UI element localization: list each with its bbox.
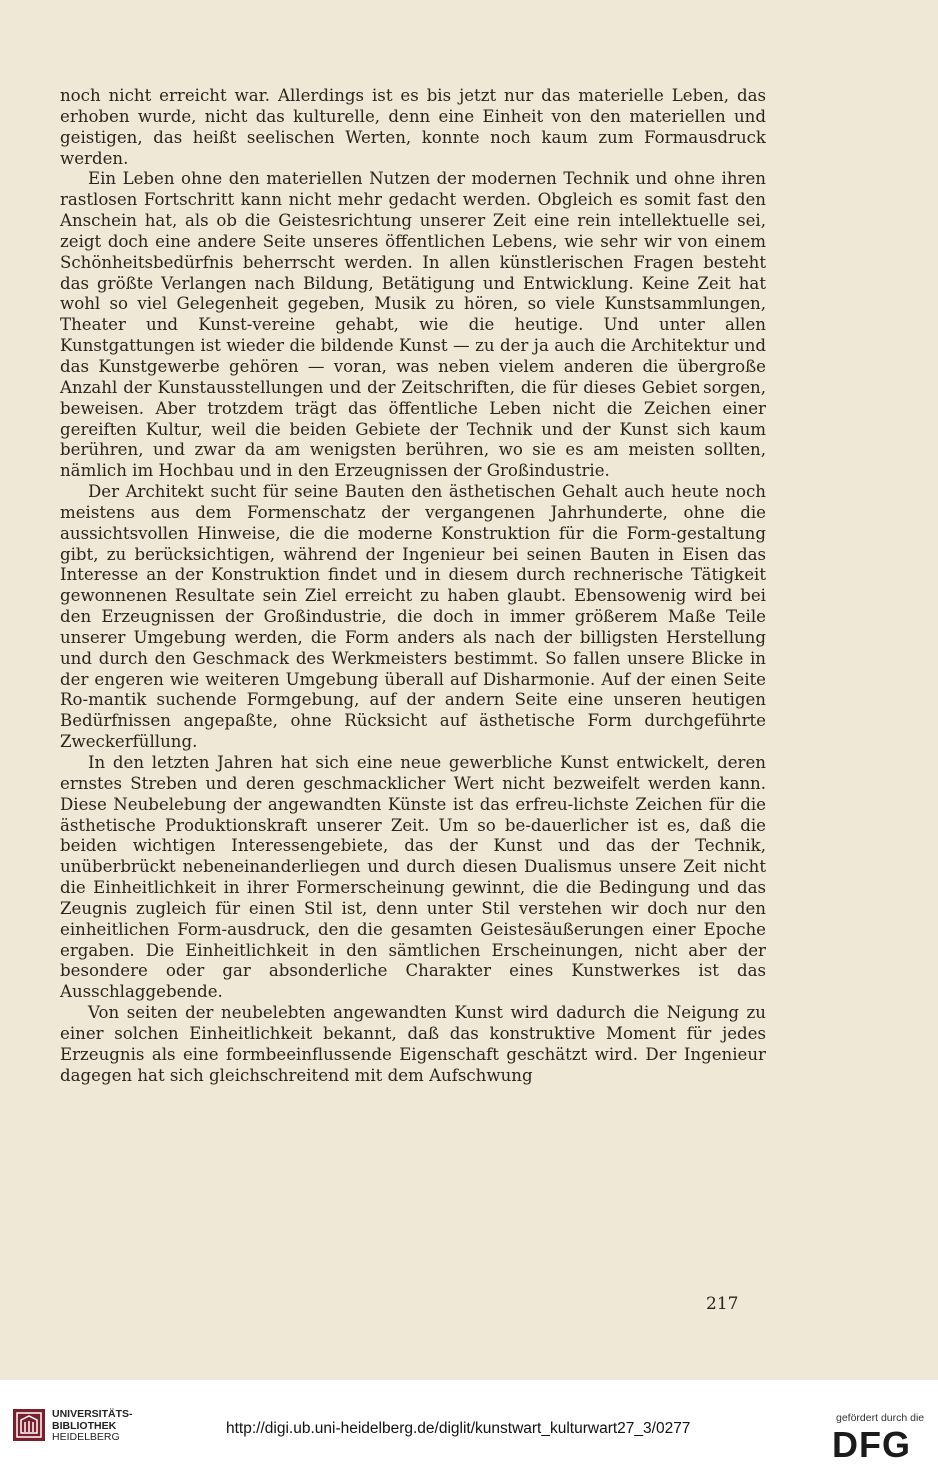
paragraph-2: Ein Leben ohne den materiellen Nutzen der modernen Technik und ohne ihren rastlosen Fortschritt kann nicht mehr gedacht werden. Obgleich es somit fast den Anschein hat, als ob die Geistesrichtung unserer Zeit eine rein intellektuelle sei, zeigt doch eine andere Seite unseres öffentlichen Lebens, wie sehr wir von einem Schönheitsbedürfnis beherrscht werden. In allen künstlerischen Fragen besteht das größte Verlangen nach Bildung, Betätigung und Entwicklung. Keine Zeit hat wohl so viel Gelegenheit gegeben, Musik zu hören, so viele Kunstsammlungen, Theater und Kunst-vereine gehabt, wie die heutige. Und unter allen Kunstgattungen ist wieder die bildende Kunst — zu der ja auch die Architektur und das Kunstgewerbe gehören — voran, was neben vielem anderen die übergroße Anzahl der Kunstausstellungen und der Zeitschriften, die für dieses Gebiet sorgen, beweisen. Aber trotzdem trägt das öffentliche Leben nicht die Zeichen einer gereiften Kultur, weil die beiden Gebiete der Technik und der Kunst sich kaum berühren, und zwar da am wenigsten berühren, wo sie es am meisten sollten, nämlich im Hochbau und in den Erzeugnissen der Großindustrie.: [60, 169, 766, 481]
institution-line-3: HEIDELBERG: [52, 1431, 120, 1443]
institution-line-1: UNIVERSITÄTS-: [52, 1408, 133, 1420]
page-body-text: [60, 86, 766, 1087]
sponsor-caption: gefördert durch die: [836, 1412, 925, 1424]
institution-name: [52, 1409, 133, 1444]
page-number: 217: [706, 1294, 739, 1314]
institution-line-2: BIBLIOTHEK: [52, 1419, 117, 1432]
paragraph-5: Von seiten der neubelebten angewandten Kunst wird dadurch die Neigung zu einer solchen Einheitlichkeit bekannt, daß das konstruktive Moment für jedes Erzeugnis als eine formbeeinflussende Eigenschaft geschätzt wird. Der Ingenieur dagegen hat sich gleichschreitend mit dem Aufschwung: [60, 1003, 766, 1085]
dfg-logo: DFG: [832, 1424, 911, 1465]
paragraph-4: In den letzten Jahren hat sich eine neue gewerbliche Kunst entwickelt, deren ernstes Streben und deren geschmacklicher Wert nicht bezweifelt werden kann. Diese Neubelebung der angewandten Künste ist das erfreu-lichste Zeichen für die ästhetische Produktionskraft unserer Zeit. Um so be-dauerlicher ist es, daß die beiden wichtigen Interessengebiete, das der Kunst und das der Technik, unüberbrückt nebeneinanderliegen und durch diesen Dualismus unsere Zeit nicht die Einheitlichkeit in ihrer Formerscheinung gewinnt, die die Bedingung und das Zeugnis zugleich für einen Stil ist, denn unter Stil verstehen wir doch nur den einheitlichen Form-ausdruck, den die gesamten Geistesäußerungen einer Epoche ergaben. Die Einheitlichkeit in den sämtlichen Erscheinungen, nicht aber der besondere oder gar absonderliche Charakter eines Kunstwerkes ist das Ausschlaggebende.: [60, 753, 766, 1002]
paragraph-3: Der Architekt sucht für seine Bauten den ästhetischen Gehalt auch heute noch meistens aus dem Formenschatz der vergangenen Jahrhunderte, ohne die aussichtsvollen Hinweise, die die moderne Konstruktion für die Form-gestaltung gibt, zu berücksichtigen, während der Ingenieur bei seinen Bauten in Eisen das Interesse an der Konstruktion findet und in diesem durch rechnerische Tätigkeit gewonnenen Resultate sein Ziel erreicht zu haben glaubt. Ebensowenig wird bei den Erzeugnissen der Großindustrie, die doch in immer größerem Maße Teile unserer Umgebung werden, die Form anders als nach der billigsten Herstellung und durch den Geschmack des Werkmeisters bestimmt. So fallen unsere Blicke in der engeren wie weiteren Umgebung überall auf Disharmonie. Auf der einen Seite Ro-mantik suchende Formgebung, auf der andern Seite eine unseren heutigen Bedürfnissen angepaßte, ohne Rücksicht auf ästhetische Form durchgeführte Zweckerfüllung.: [60, 482, 766, 752]
university-seal-icon: [12, 1408, 46, 1442]
paragraph-1: noch nicht erreicht war. Allerdings ist es bis jetzt nur das materielle Leben, das erhoben wurde, nicht das kulturelle, denn eine Einheit von den materiellen und geistigen, das heißt seelischen Werten, konnte noch kaum zum Formausdruck werden.: [60, 86, 766, 168]
permalink-url[interactable]: http://digi.ub.uni-heidelberg.de/diglit/kunstwart_kulturwart27_3/0277: [226, 1420, 691, 1437]
